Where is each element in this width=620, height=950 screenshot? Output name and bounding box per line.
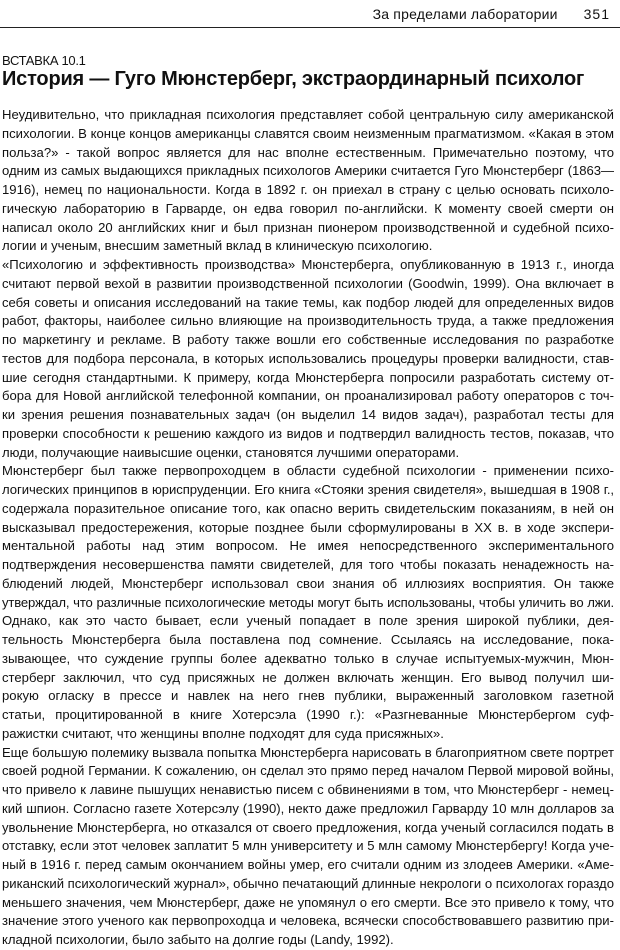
body-text — [2, 106, 614, 950]
text-line: своей родной Германии. К сожалению, он сделал это прямо перед началом Первой мировой войны, — [2, 763, 614, 779]
text-line: люди, получающие наивысшие оценки, становятся лучшими операторами. — [2, 444, 460, 460]
text-line: отставку, если этот человек заплатит 5 млн университету и 5 млн самому Мюнстербергу! Когда уче- — [2, 838, 614, 854]
text-line: логии и ученым, внесшим заметный вклад в клиническую психологию. — [2, 238, 433, 254]
text-line: проверки способности к решению каждого из видов и подтвердил валидность тестов, показав, что — [2, 425, 614, 441]
text-line: содержала поразительное описание того, как опасно верить свидетельским показаниям, в ней он — [2, 500, 614, 516]
text-line: риканский психологический журнал», обычно печатающий длинные некрологи о психологах гораздо — [2, 875, 614, 891]
page-number: 351 — [583, 6, 610, 22]
text-line: ражистки считают, что женщины вполне подходят для суда присяжных». — [2, 725, 444, 741]
text-line: «Психологию и эффективность производства» Мюнстерберга, опубликованную в 1913 г., иногда — [2, 257, 614, 272]
text-line: ки зрения решения познавательных задач (он выделил 14 видов задач), разработал тесты для — [2, 407, 614, 422]
text-line: рокую огласку в прессе и навлек на него гнев публики, выраженный заголовком газетной — [2, 688, 614, 704]
text-line: польза?» - такой вопрос является для нас вполне естественным. Примечательно поэтому, что — [2, 144, 614, 160]
text-line: считают первой вехой в развитии производственной психологии (Goodwin, 1999). Она включает в — [2, 275, 614, 291]
text-line: гическую лабораторию в Гарварде, он едва говорил по-английски. К моменту своей смерти он — [2, 200, 614, 216]
text-line: блюдений людей, Мюнстерберг использовал свои знания об иллюзиях восприятия. Он также — [2, 575, 614, 591]
text-line: значение этого ученого как первопроходца и человека, всячески способствовавшего развитию при- — [2, 913, 614, 929]
text-line: что привело к лавине пышущих ненавистью писем с обвинениями в том, что Мюнстерберг - немец- — [2, 782, 614, 797]
text-line: одним из самых выдающихся прикладных психологов Америки считается Гуго Мюнстерберг (1863— — [2, 163, 614, 179]
text-line: утверждал, что различные психологические методы могут быть использованы, чтобы уличить во лжи. — [2, 594, 614, 610]
text-line: психологии. В конце концов американцы славятся своим неизменным прагматизмом. «Какая в этом — [2, 125, 614, 141]
text-line: статьи, процитированной в книге Хотерсэла (1990 г.): «Разгневанные Мюнстербергом суф- — [2, 707, 614, 722]
text-line: зывающее, что суждение группы более адекватно только в случае испытуемых-мужчин, Мюн- — [2, 650, 614, 666]
text-line: бора для Новой английской телефонной компании, он проанализировал работу операторов с точ- — [2, 388, 614, 404]
text-line: подтверждения несовершенства памяти свидетелей, для того чтобы показать ненадежность на- — [2, 557, 614, 572]
text-line: увольнение Мюнстерберга, но отказался от своего предложения, когда ученый согласился подать в — [2, 819, 614, 835]
header-rule — [0, 27, 620, 28]
text-line: написал около 20 английских книг и был признан пионером производственной и судебной психо- — [2, 219, 614, 235]
running-head — [300, 4, 610, 24]
text-line: кладной психологии, было забыто на долгие годы (Landy, 1992). — [2, 932, 394, 947]
text-line: работ, факторы, наиболее сильно влияющие на производительность труда, а также предложения — [2, 313, 614, 329]
box-title: История — Гуго Мюнстерберг, экстраординарный психолог — [2, 68, 585, 90]
text-line: кий шпион. Согласно газете Хотерсэлу (1990), некто даже предложил Гарварду 10 млн долларов за — [2, 800, 614, 816]
box-label: ВСТАВКА 10.1 — [2, 53, 86, 68]
text-line: 1916), немец по национальности. Когда в 1892 г. он приехал в страну с целью основать психоло- — [2, 182, 614, 197]
text-line: стерберг заключил, что суд присяжных не должен включать женщин. Его вывод получил ши- — [2, 669, 614, 685]
running-title: За пределами лаборатории — [372, 6, 558, 22]
text-line: ный в 1916 г. перед самым окончанием войны умер, его считали одним из злодеев Америки. «Аме- — [2, 857, 614, 872]
text-line: ментальной работы над этим вопросом. Не имея непосредственного экспериментального — [2, 538, 614, 554]
text-line: тестов для подбора персонала, в которых использовались процедуры проверки валидности, став- — [2, 350, 614, 366]
text-line: тельность Мюнстерберга была поставлена под сомнение. Ссылаясь на исследование, пока- — [2, 632, 614, 647]
text-line: логических принципов в юриспруденции. Его книга «Стояки зрения свидетеля», вышедшая в 1908 г., — [2, 482, 614, 497]
text-line: шие сегодня стандартными. К примеру, когда Мюнстерберга попросили разработать систему от- — [2, 369, 614, 385]
text-line: меньшего значения, чем Мюнстерберг, даже не упомянул о его смерти. Все это привело к тому, что — [2, 894, 614, 910]
text-line: Однако, как это часто бывает, если ученый попадает в поле зрения широкой публики, дея- — [2, 613, 614, 629]
text-line: по маркетингу и рекламе. В работу также вошли его собственные исследования по разработке — [2, 332, 614, 347]
text-line: себя советы и описания исследований на такие темы, как подбор людей для определенных видов — [2, 294, 614, 310]
text-line: высказывал предостережения, которые позднее были сформулированы в XX в. в ходе экспери- — [2, 519, 614, 535]
text-line: Неудивительно, что прикладная психология представляет собой центральную силу американской — [2, 107, 614, 122]
text-line: Мюнстерберг был также первопроходцем в области судебной психологии - применении психо- — [2, 463, 614, 479]
text-line: Еще большую полемику вызвала попытка Мюнстерберга нарисовать в благоприятном свете портрет — [2, 744, 614, 760]
